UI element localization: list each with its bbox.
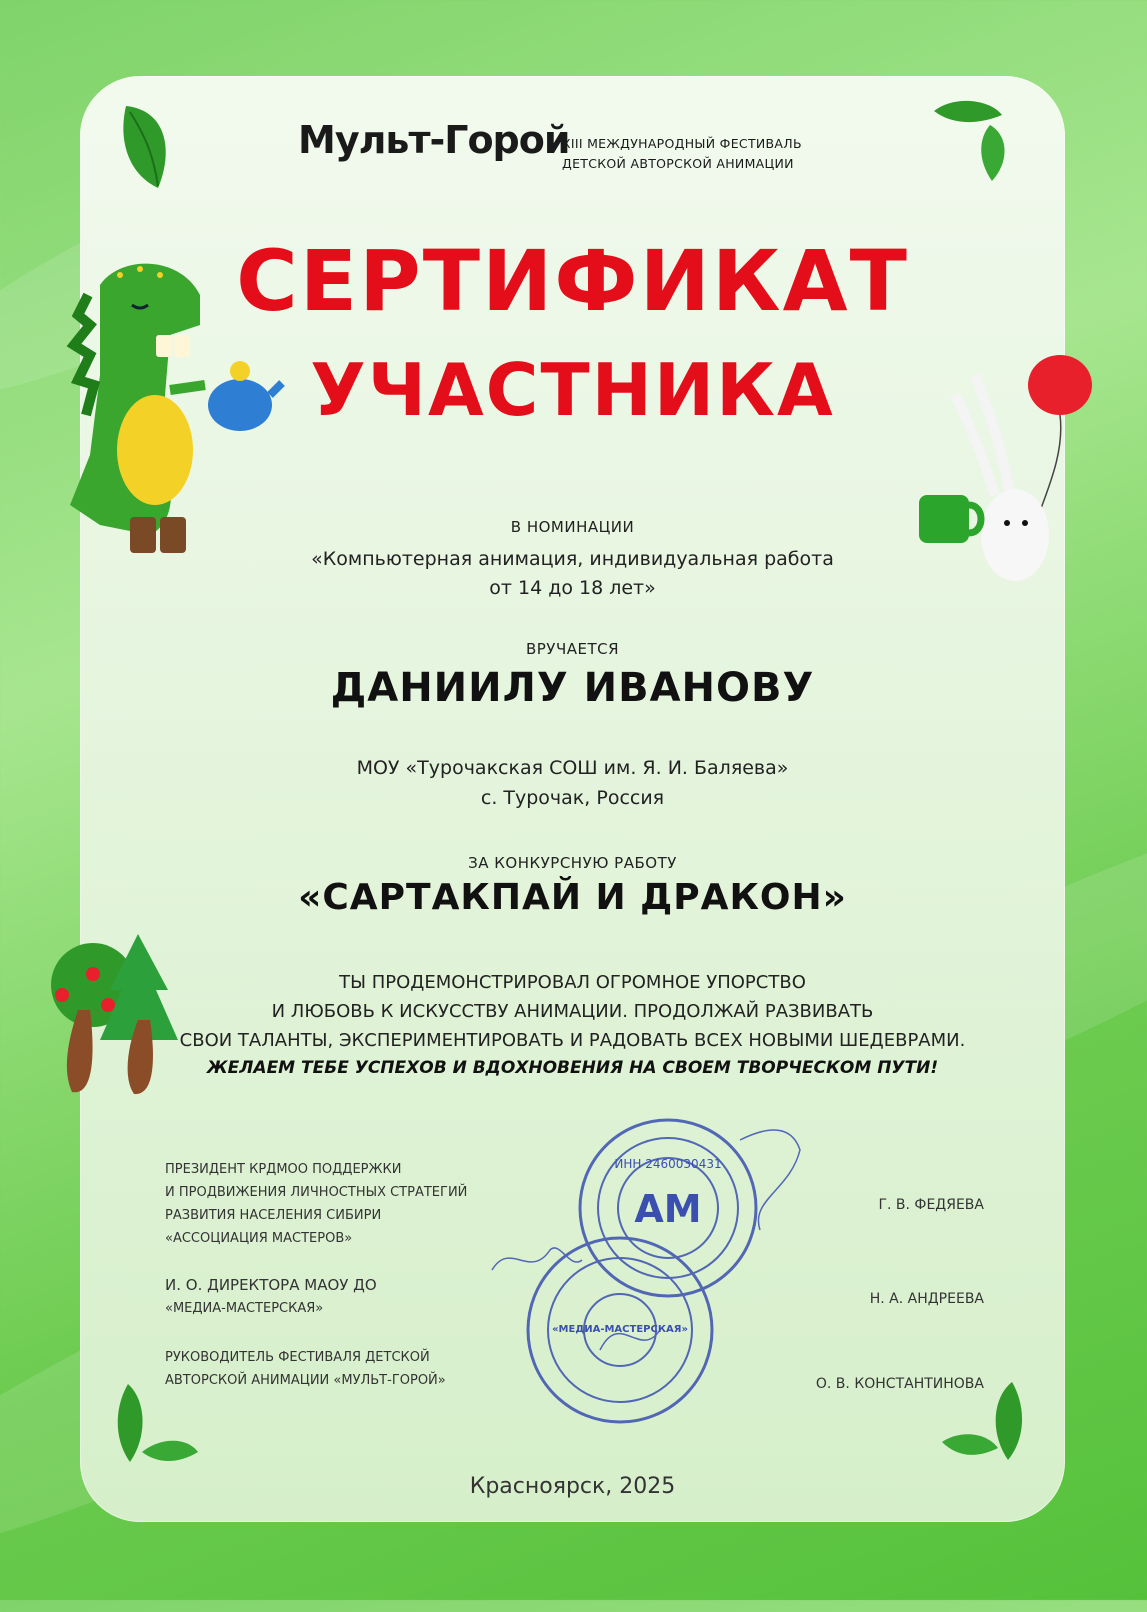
school-name: МОУ «Турочакская СОШ им. Я. И. Баляева» — [356, 757, 789, 779]
signatory-role-3: РУКОВОДИТЕЛЬ ФЕСТИВАЛЯ ДЕТСКОЙ АВТОРСКОЙ АНИМАЦИИ «МУЛЬТ-ГОРОЙ» — [165, 1350, 446, 1388]
message-line1: ТЫ ПРОДЕМОНСТРИРОВАЛ ОГРОМНОЕ УПОРСТВО — [339, 972, 806, 993]
awarded-label: ВРУЧАЕТСЯ — [525, 640, 620, 658]
work-title: «САРТАКПАЙ И ДРАКОН» — [298, 877, 847, 918]
nomination-line1: «Компьютерная анимация, индивидуальная работа — [311, 548, 834, 570]
festival-subtitle: XIII МЕЖДУНАРОДНЫЙ ФЕСТИВАЛЬ ДЕТСКОЙ АВТОРСКОЙ АНИМАЦИИ — [562, 136, 802, 171]
message-bold: ЖЕЛАЕМ ТЕБЕ УСПЕХОВ И ВДОХНОВЕНИЯ НА СВОЕМ ТВОРЧЕСКОМ ПУТИ! — [206, 1058, 939, 1078]
stamp-media: «МЕДИА-МАСТЕРСКАЯ» — [552, 1324, 688, 1335]
leaf-top-left-icon — [118, 100, 178, 192]
signatory-name-1: Г. В. ФЕДЯЕВА — [878, 1197, 984, 1213]
nomination-line2: от 14 до 18 лет» — [489, 577, 656, 599]
signatory-name-2: Н. А. АНДРЕЕВА — [869, 1291, 984, 1307]
work-label: ЗА КОНКУРСНУЮ РАБОТУ — [468, 854, 677, 872]
stamp-am-center: АМ — [634, 1187, 702, 1231]
stamps-and-signatures — [490, 1110, 820, 1430]
message-line2: И ЛЮБОВЬ К ИСКУССТВУ АНИМАЦИИ. ПРОДОЛЖАЙ РАЗВИВАТЬ — [271, 1001, 874, 1022]
certificate-title-line2: УЧАСТНИКА — [310, 348, 835, 432]
message-line3: СВОИ ТАЛАНТЫ, ЭКСПЕРИМЕНТИРОВАТЬ И РАДОВАТЬ ВСЕХ НОВЫМИ ШЕДЕВРАМИ. — [179, 1030, 966, 1051]
city-year: Красноярск, 2025 — [469, 1474, 676, 1499]
stamp-inn: ИНН 2460030431 — [614, 1157, 722, 1171]
leaf-top-right-icon — [930, 95, 1010, 185]
recipient-name: ДАНИИЛУ ИВАНОВУ — [330, 665, 815, 711]
signatory-role-2: И. О. ДИРЕКТОРА МАОУ ДО «МЕДИА-МАСТЕРСКАЯ» — [165, 1276, 377, 1316]
signatory-name-3: О. В. КОНСТАНТИНОВА — [815, 1376, 984, 1392]
signatory-role-1: ПРЕЗИДЕНТ КРДМОО ПОДДЕРЖКИ И ПРОДВИЖЕНИЯ ЛИЧНОСТНЫХ СТРАТЕГИЙ РАЗВИТИЯ НАСЕЛЕНИЯ СИБИРИ «АССОЦИАЦИЯ МАСТЕРОВ» — [165, 1162, 468, 1246]
nomination-label: В НОМИНАЦИИ — [510, 518, 635, 536]
school-place: с. Турочак, Россия — [480, 787, 665, 809]
festival-logo: Мульт-Горой — [298, 118, 570, 162]
certificate-title-line1: СЕРТИФИКАТ — [236, 232, 909, 330]
leaf-bottom-left-icon — [112, 1380, 202, 1470]
